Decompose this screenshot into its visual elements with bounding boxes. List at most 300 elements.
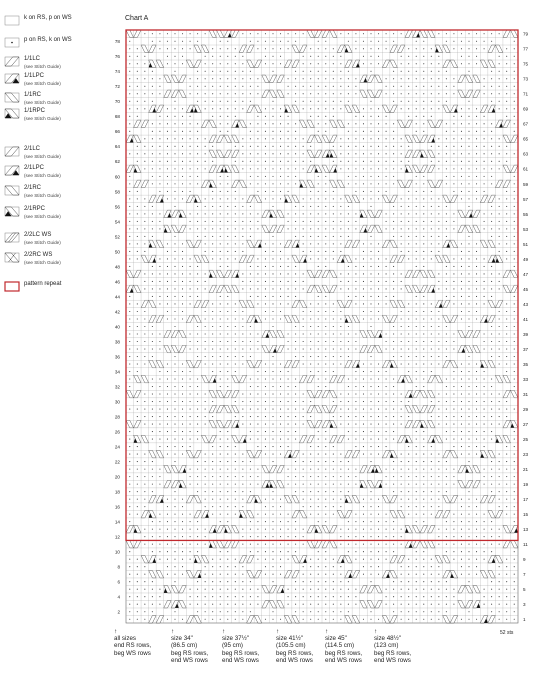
purl-dot	[348, 146, 349, 147]
purl-dot	[265, 131, 266, 132]
purl-dot	[438, 356, 439, 357]
purl-dot	[431, 454, 432, 455]
purl-dot	[340, 273, 341, 274]
purl-dot	[310, 514, 311, 515]
purl-dot	[506, 228, 507, 229]
purl-dot	[370, 326, 371, 327]
purl-dot	[242, 168, 243, 169]
purl-dot	[363, 48, 364, 49]
purl-dot	[288, 551, 289, 552]
purl-dot	[250, 93, 251, 94]
purl-dot	[212, 371, 213, 372]
purl-dot	[205, 491, 206, 492]
purl-dot	[137, 559, 138, 560]
row-label-right: 69	[523, 106, 529, 112]
purl-dot	[438, 574, 439, 575]
purl-dot	[220, 131, 221, 132]
purl-dot	[310, 206, 311, 207]
row-label-right: 27	[523, 421, 529, 427]
purl-dot	[129, 363, 130, 364]
purl-dot	[408, 78, 409, 79]
purl-dot	[431, 326, 432, 327]
purl-dot	[303, 243, 304, 244]
purl-dot	[333, 416, 334, 417]
purl-dot	[280, 499, 281, 500]
purl-dot	[484, 401, 485, 402]
purl-dot	[212, 574, 213, 575]
purl-dot	[348, 221, 349, 222]
purl-dot	[370, 63, 371, 64]
size-marker-line: size 41½"	[276, 635, 303, 643]
row-label-left: 72	[114, 84, 120, 90]
purl-dot	[310, 303, 311, 304]
purl-dot	[363, 409, 364, 410]
purl-dot	[144, 566, 145, 567]
purl-dot	[348, 326, 349, 327]
purl-dot	[152, 86, 153, 87]
purl-dot	[461, 258, 462, 259]
purl-dot	[476, 273, 477, 274]
purl-dot	[506, 101, 507, 102]
purl-dot	[370, 409, 371, 410]
purl-dot	[348, 153, 349, 154]
purl-dot	[144, 401, 145, 402]
legend-label-text: 2/2RC WS	[24, 252, 53, 258]
purl-dot	[129, 221, 130, 222]
purl-dot	[242, 243, 243, 244]
purl-dot	[159, 146, 160, 147]
purl-dot	[393, 131, 394, 132]
purl-dot	[174, 41, 175, 42]
purl-dot	[129, 176, 130, 177]
purl-dot	[461, 288, 462, 289]
purl-dot	[220, 326, 221, 327]
size-marker-line: beg RS rows,	[222, 649, 260, 657]
purl-dot	[242, 604, 243, 605]
purl-dot	[257, 138, 258, 139]
purl-dot	[310, 48, 311, 49]
purl-dot	[514, 108, 515, 109]
purl-dot	[506, 318, 507, 319]
purl-dot	[159, 536, 160, 537]
purl-dot	[491, 288, 492, 289]
purl-dot	[499, 251, 500, 252]
purl-dot	[506, 566, 507, 567]
purl-dot	[227, 363, 228, 364]
purl-dot	[468, 619, 469, 620]
purl-dot	[205, 536, 206, 537]
purl-dot	[446, 33, 447, 34]
purl-dot	[242, 311, 243, 312]
purl-dot	[386, 116, 387, 117]
purl-dot	[499, 281, 500, 282]
purl-dot	[484, 296, 485, 297]
purl-dot	[303, 461, 304, 462]
purl-dot	[212, 476, 213, 477]
purl-dot	[167, 378, 168, 379]
purl-dot	[303, 348, 304, 349]
purl-dot	[401, 108, 402, 109]
purl-dot	[242, 273, 243, 274]
purl-dot	[499, 596, 500, 597]
purl-dot	[174, 258, 175, 259]
purl-dot	[144, 409, 145, 410]
purl-dot	[468, 581, 469, 582]
purl-dot	[257, 78, 258, 79]
purl-dot	[453, 469, 454, 470]
purl-dot	[491, 611, 492, 612]
purl-dot	[386, 589, 387, 590]
purl-dot	[423, 78, 424, 79]
purl-dot	[476, 431, 477, 432]
purl-dot	[235, 198, 236, 199]
purl-dot	[288, 378, 289, 379]
purl-dot	[242, 536, 243, 537]
purl-dot	[355, 529, 356, 530]
purl-dot	[333, 348, 334, 349]
purl-dot	[408, 71, 409, 72]
purl-dot	[250, 386, 251, 387]
purl-dot	[461, 48, 462, 49]
purl-dot	[235, 476, 236, 477]
purl-dot	[212, 303, 213, 304]
purl-dot	[476, 33, 477, 34]
purl-dot	[205, 348, 206, 349]
purl-dot	[212, 258, 213, 259]
purl-dot	[220, 431, 221, 432]
purl-dot	[355, 183, 356, 184]
purl-dot	[310, 86, 311, 87]
purl-dot	[408, 236, 409, 237]
size-marker-line: beg RS rows,	[325, 649, 363, 657]
purl-dot	[461, 521, 462, 522]
purl-dot	[174, 536, 175, 537]
purl-dot	[453, 93, 454, 94]
purl-dot	[499, 311, 500, 312]
purl-dot	[197, 378, 198, 379]
purl-dot	[355, 33, 356, 34]
purl-dot	[242, 416, 243, 417]
purl-dot	[506, 611, 507, 612]
purl-dot	[190, 273, 191, 274]
purl-dot	[438, 273, 439, 274]
purl-dot	[288, 394, 289, 395]
purl-dot	[310, 56, 311, 57]
purl-dot	[491, 544, 492, 545]
purl-dot	[182, 311, 183, 312]
purl-dot	[242, 63, 243, 64]
purl-dot	[363, 281, 364, 282]
row-label-left: 48	[114, 264, 120, 270]
purl-dot	[386, 168, 387, 169]
legend-label-text: 1/1RPC	[24, 108, 46, 114]
purl-dot	[431, 191, 432, 192]
purl-dot	[152, 378, 153, 379]
purl-dot	[484, 41, 485, 42]
purl-dot	[340, 56, 341, 57]
size-marker-line: beg RS rows,	[171, 649, 209, 657]
purl-dot	[370, 551, 371, 552]
purl-dot	[499, 424, 500, 425]
purl-dot	[318, 183, 319, 184]
purl-dot	[393, 333, 394, 334]
purl-dot	[378, 153, 379, 154]
purl-dot	[340, 213, 341, 214]
purl-dot	[340, 138, 341, 139]
purl-dot	[476, 499, 477, 500]
purl-dot	[491, 213, 492, 214]
purl-dot	[288, 221, 289, 222]
purl-dot	[318, 251, 319, 252]
purl-dot	[476, 266, 477, 267]
purl-dot	[272, 198, 273, 199]
purl-dot	[499, 168, 500, 169]
purl-dot	[265, 529, 266, 530]
purl-dot	[401, 476, 402, 477]
purl-dot	[506, 363, 507, 364]
purl-dot	[250, 296, 251, 297]
purl-dot	[370, 71, 371, 72]
purl-dot	[265, 371, 266, 372]
purl-dot	[197, 326, 198, 327]
purl-dot	[514, 619, 515, 620]
row-label-right: 55	[523, 211, 529, 217]
purl-dot	[431, 461, 432, 462]
purl-dot	[257, 281, 258, 282]
purl-dot	[340, 71, 341, 72]
purl-dot	[144, 574, 145, 575]
purl-dot	[453, 228, 454, 229]
purl-dot	[333, 566, 334, 567]
purl-dot	[152, 288, 153, 289]
purl-dot	[197, 476, 198, 477]
purl-dot	[152, 161, 153, 162]
purl-dot	[159, 168, 160, 169]
purl-dot	[461, 446, 462, 447]
purl-dot	[333, 206, 334, 207]
purl-dot	[468, 611, 469, 612]
purl-dot	[468, 123, 469, 124]
purl-dot	[484, 589, 485, 590]
purl-dot	[272, 123, 273, 124]
purl-dot	[438, 333, 439, 334]
purl-dot	[378, 116, 379, 117]
purl-dot	[363, 311, 364, 312]
purl-dot	[205, 484, 206, 485]
legend-note: (see Stitch Guide)	[24, 100, 61, 105]
purl-dot	[174, 514, 175, 515]
purl-dot	[333, 191, 334, 192]
purl-dot	[355, 439, 356, 440]
row-label-right: 63	[523, 151, 529, 157]
purl-dot	[438, 491, 439, 492]
purl-dot	[453, 529, 454, 530]
purl-dot	[220, 303, 221, 304]
purl-dot	[468, 251, 469, 252]
purl-dot	[499, 491, 500, 492]
purl-dot	[152, 589, 153, 590]
purl-dot	[378, 183, 379, 184]
purl-dot	[288, 228, 289, 229]
purl-dot	[152, 604, 153, 605]
purl-dot	[453, 303, 454, 304]
purl-dot	[318, 221, 319, 222]
purl-dot	[491, 461, 492, 462]
purl-dot	[340, 243, 341, 244]
purl-dot	[137, 409, 138, 410]
purl-dot	[431, 251, 432, 252]
purl-dot	[144, 348, 145, 349]
purl-dot	[506, 236, 507, 237]
purl-dot	[325, 581, 326, 582]
purl-dot	[363, 363, 364, 364]
purl-dot	[212, 116, 213, 117]
purl-dot	[378, 138, 379, 139]
purl-dot	[468, 41, 469, 42]
purl-dot	[174, 303, 175, 304]
purl-dot	[484, 333, 485, 334]
purl-dot	[250, 71, 251, 72]
purl-dot	[197, 536, 198, 537]
purl-dot	[227, 619, 228, 620]
purl-dot	[129, 469, 130, 470]
purl-dot	[438, 213, 439, 214]
purl-dot	[174, 431, 175, 432]
purl-dot	[257, 296, 258, 297]
purl-dot	[235, 619, 236, 620]
purl-dot	[295, 611, 296, 612]
purl-dot	[280, 243, 281, 244]
purl-dot	[137, 71, 138, 72]
purl-dot	[378, 574, 379, 575]
purl-dot	[438, 93, 439, 94]
purl-dot	[363, 41, 364, 42]
purl-dot	[416, 589, 417, 590]
purl-dot	[129, 63, 130, 64]
purl-dot	[137, 514, 138, 515]
purl-dot	[363, 416, 364, 417]
purl-dot	[250, 476, 251, 477]
purl-dot	[438, 101, 439, 102]
purl-dot	[484, 176, 485, 177]
purl-dot	[303, 529, 304, 530]
purl-dot	[401, 213, 402, 214]
purl-dot	[325, 378, 326, 379]
purl-dot	[370, 168, 371, 169]
purl-dot	[159, 296, 160, 297]
purl-dot	[499, 71, 500, 72]
purl-dot	[393, 536, 394, 537]
purl-dot	[265, 33, 266, 34]
purl-dot	[355, 168, 356, 169]
purl-dot	[152, 101, 153, 102]
legend-note: (see Stitch Guide)	[24, 81, 61, 86]
purl-dot	[167, 41, 168, 42]
purl-dot	[461, 424, 462, 425]
purl-dot	[295, 484, 296, 485]
purl-dot	[393, 183, 394, 184]
purl-dot	[333, 589, 334, 590]
purl-dot	[288, 431, 289, 432]
purl-dot	[250, 33, 251, 34]
purl-dot	[431, 258, 432, 259]
purl-dot	[393, 273, 394, 274]
purl-dot	[453, 514, 454, 515]
purl-dot	[318, 589, 319, 590]
purl-dot	[242, 476, 243, 477]
size-marker-line: all sizes	[114, 635, 137, 643]
purl-dot	[325, 356, 326, 357]
purl-dot	[325, 551, 326, 552]
purl-dot	[491, 424, 492, 425]
purl-dot	[476, 251, 477, 252]
purl-dot	[235, 506, 236, 507]
purl-dot	[446, 356, 447, 357]
purl-dot	[468, 206, 469, 207]
row-label-left: 6	[117, 579, 120, 585]
purl-dot	[416, 611, 417, 612]
purl-dot	[137, 476, 138, 477]
purl-dot	[295, 296, 296, 297]
purl-dot	[280, 514, 281, 515]
purl-dot	[370, 461, 371, 462]
purl-dot	[416, 619, 417, 620]
purl-dot	[393, 281, 394, 282]
purl-dot	[499, 409, 500, 410]
purl-dot	[144, 251, 145, 252]
purl-dot	[333, 469, 334, 470]
purl-dot	[416, 296, 417, 297]
purl-dot	[212, 326, 213, 327]
purl-dot	[174, 273, 175, 274]
purl-dot	[220, 108, 221, 109]
purl-dot	[295, 469, 296, 470]
row-label-left: 78	[114, 39, 120, 45]
purl-dot	[506, 401, 507, 402]
purl-dot	[152, 461, 153, 462]
purl-dot	[303, 484, 304, 485]
purl-dot	[174, 499, 175, 500]
purl-dot	[325, 566, 326, 567]
purl-dot	[453, 138, 454, 139]
purl-dot	[235, 611, 236, 612]
purl-dot	[378, 363, 379, 364]
purl-dot	[129, 296, 130, 297]
purl-dot	[303, 619, 304, 620]
purl-dot	[303, 454, 304, 455]
purl-dot	[408, 318, 409, 319]
purl-dot	[242, 544, 243, 545]
row-label-left: 4	[117, 594, 120, 600]
purl-dot	[220, 93, 221, 94]
purl-dot	[446, 409, 447, 410]
purl-dot	[212, 206, 213, 207]
purl-dot	[355, 146, 356, 147]
purl-dot	[484, 288, 485, 289]
purl-dot	[205, 394, 206, 395]
purl-dot	[174, 146, 175, 147]
purl-dot	[506, 596, 507, 597]
purl-dot	[325, 348, 326, 349]
purl-dot	[197, 86, 198, 87]
purl-dot	[468, 401, 469, 402]
purl-dot	[401, 348, 402, 349]
purl-dot	[250, 78, 251, 79]
purl-dot	[514, 303, 515, 304]
purl-dot	[499, 476, 500, 477]
purl-dot	[220, 476, 221, 477]
purl-dot	[386, 303, 387, 304]
